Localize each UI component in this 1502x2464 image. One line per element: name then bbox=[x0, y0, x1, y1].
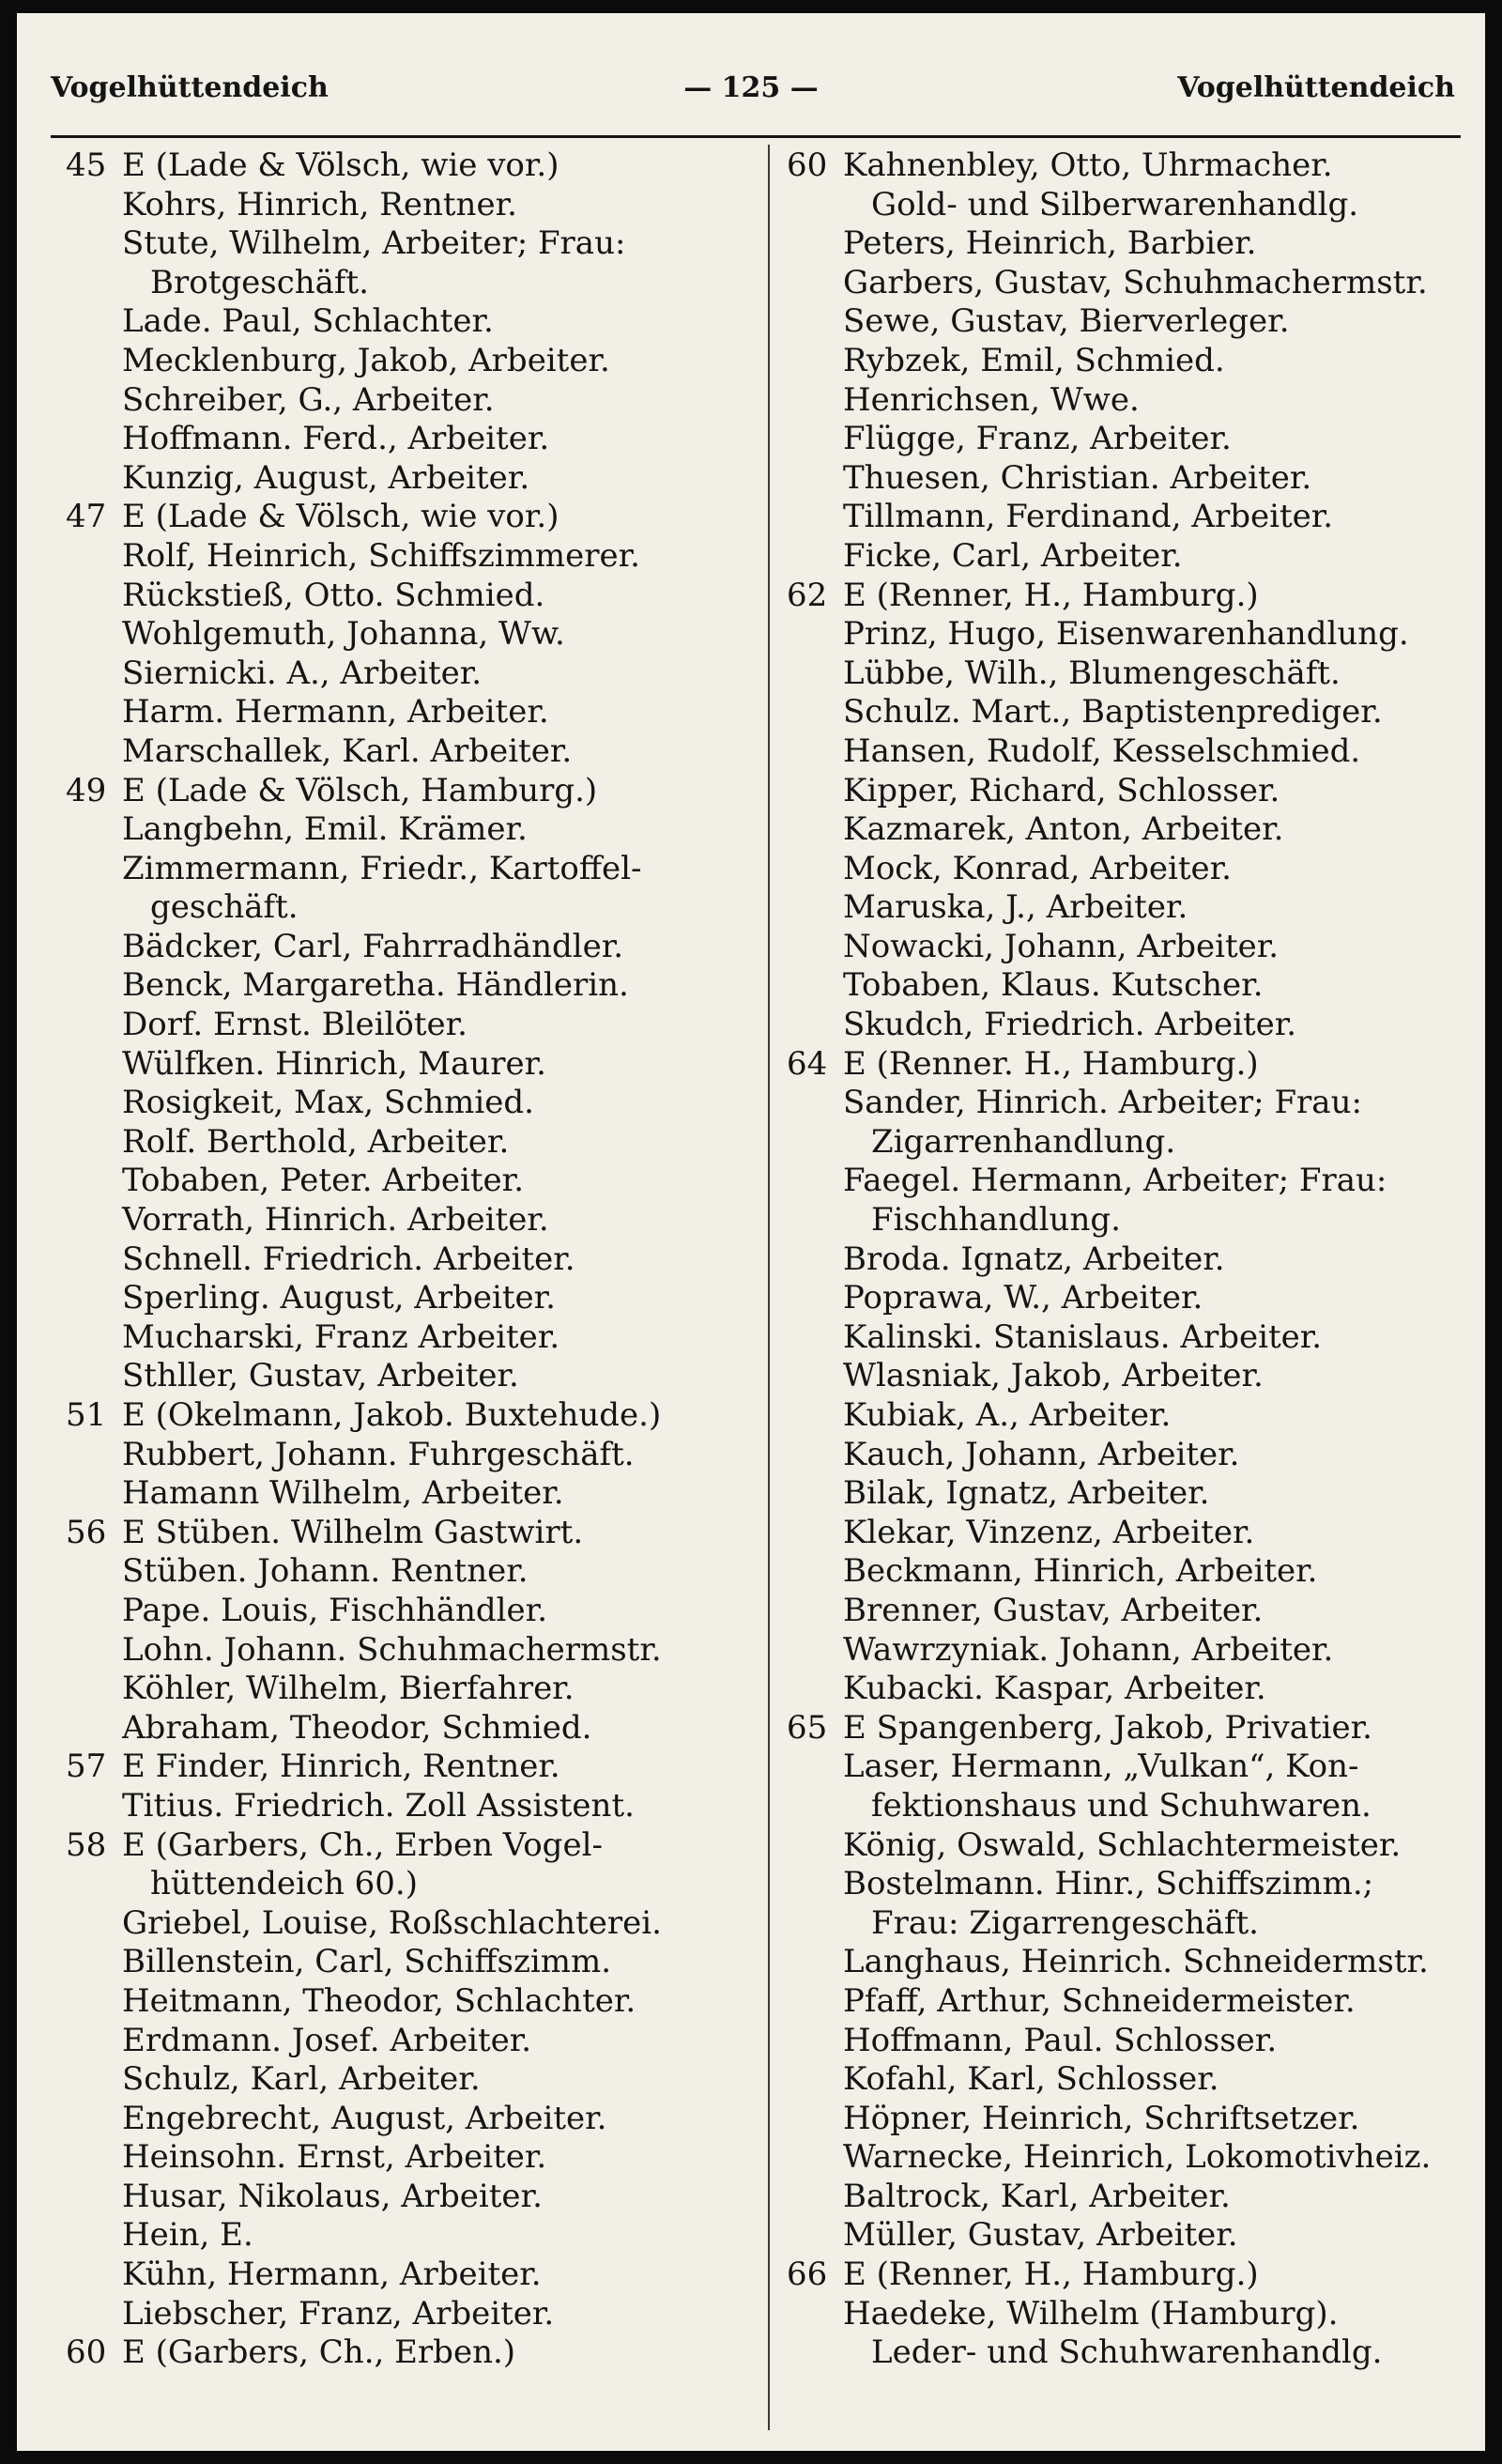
entry-text: Kauch, Johann, Arbeiter. bbox=[843, 1435, 1240, 1473]
entry-text: Poprawa, W., Arbeiter. bbox=[843, 1279, 1203, 1317]
directory-entry bbox=[66, 1865, 760, 1904]
entry-text: Hein, E. bbox=[122, 2216, 253, 2255]
entry-text: Flügge, Franz, Arbeiter. bbox=[843, 420, 1232, 458]
house-number: 60 bbox=[66, 2333, 107, 2372]
directory-entry bbox=[66, 2138, 760, 2178]
entry-text: Pape. Louis, Fischhändler. bbox=[122, 1591, 548, 1629]
entry-text: Vorrath, Hinrich. Arbeiter. bbox=[122, 1201, 549, 1240]
entry-text: Rubbert, Johann. Fuhrgeschäft. bbox=[122, 1435, 635, 1473]
entry-text: Kahnenbley, Otto, Uhrmacher. bbox=[843, 146, 1333, 184]
entry-text: Kazmarek, Anton, Arbeiter. bbox=[843, 810, 1284, 849]
directory-entry bbox=[66, 928, 760, 967]
entry-text: Stute, Wilhelm, Arbeiter; Frau: bbox=[122, 224, 626, 263]
directory-entry bbox=[66, 1318, 760, 1358]
entry-text: Frau: Zigarrengeschäft. bbox=[871, 1903, 1259, 1942]
directory-entry bbox=[66, 1045, 760, 1085]
entry-text: Ficke, Carl, Arbeiter. bbox=[843, 536, 1183, 575]
directory-entry bbox=[787, 1162, 1463, 1201]
entry-text: Mucharski, Franz Arbeiter. bbox=[122, 1317, 560, 1356]
entry-text: Brotgeschäft. bbox=[150, 263, 369, 301]
directory-entry bbox=[66, 1709, 760, 1748]
directory-entry bbox=[787, 888, 1463, 928]
entry-text: fektionshaus und Schuhwaren. bbox=[871, 1786, 1372, 1825]
house-number: 65 bbox=[787, 1708, 828, 1747]
directory-entry bbox=[787, 146, 1463, 186]
entry-text: Schulz. Mart., Baptistenprediger. bbox=[843, 693, 1383, 732]
directory-entry bbox=[787, 1748, 1463, 1787]
header-street-left: Vogelhüttendeich bbox=[51, 71, 329, 104]
entry-text: Kohrs, Hinrich, Rentner. bbox=[122, 185, 517, 223]
directory-entry bbox=[787, 420, 1463, 459]
directory-entry bbox=[787, 1201, 1463, 1240]
directory-entry bbox=[787, 928, 1463, 967]
directory-entry bbox=[787, 1670, 1463, 1709]
entry-text: Broda. Ignatz, Arbeiter. bbox=[843, 1240, 1225, 1278]
directory-entry bbox=[787, 1240, 1463, 1280]
entry-text: Tobaben, Peter. Arbeiter. bbox=[122, 1162, 525, 1200]
entry-text: hüttendeich 60.) bbox=[150, 1865, 418, 1903]
directory-entry bbox=[787, 1279, 1463, 1318]
entry-text: Faegel. Hermann, Arbeiter; Frau: bbox=[843, 1162, 1387, 1200]
house-number: 49 bbox=[66, 771, 107, 809]
directory-entry bbox=[787, 577, 1463, 616]
entry-text: Mecklenburg, Jakob, Arbeiter. bbox=[122, 341, 610, 379]
directory-entry bbox=[66, 302, 760, 342]
entry-text: Thuesen, Christian. Arbeiter. bbox=[843, 458, 1312, 497]
entry-text: Lade. Paul, Schlachter. bbox=[122, 302, 494, 341]
directory-entry bbox=[787, 1592, 1463, 1631]
entry-text: Dorf. Ernst. Bleilöter. bbox=[122, 1006, 467, 1044]
directory-entry bbox=[787, 381, 1463, 421]
entry-text: Hamann Wilhelm, Arbeiter. bbox=[122, 1474, 564, 1513]
entry-text: E Spangenberg, Jakob, Privatier. bbox=[843, 1708, 1372, 1747]
directory-entry bbox=[66, 732, 760, 772]
directory-entry bbox=[66, 1357, 760, 1396]
entry-text: E (Lade & Völsch, wie vor.) bbox=[122, 498, 559, 536]
house-number: 62 bbox=[787, 576, 828, 614]
entry-text: Garbers, Gustav, Schuhmachermstr. bbox=[843, 263, 1428, 301]
directory-entry bbox=[787, 1474, 1463, 1514]
directory-entry bbox=[66, 342, 760, 381]
house-number: 66 bbox=[787, 2256, 828, 2294]
entry-text: Sperling. August, Arbeiter. bbox=[122, 1279, 556, 1317]
entry-text: Gold- und Silberwarenhandlg. bbox=[871, 185, 1359, 223]
directory-entry bbox=[787, 1631, 1463, 1671]
entry-text: Müller, Gustav, Arbeiter. bbox=[843, 2216, 1238, 2255]
directory-entry bbox=[66, 1436, 760, 1475]
entry-text: Höpner, Heinrich, Schriftsetzer. bbox=[843, 2099, 1360, 2137]
directory-entry bbox=[787, 1787, 1463, 1826]
directory-page bbox=[17, 13, 1485, 2451]
directory-entry bbox=[66, 2100, 760, 2139]
directory-entry bbox=[787, 1396, 1463, 1436]
entry-text: Henrichsen, Wwe. bbox=[843, 380, 1140, 419]
entry-text: Kipper, Richard, Schlosser. bbox=[843, 771, 1280, 809]
entry-text: Langbehn, Emil. Krämer. bbox=[122, 810, 528, 849]
entry-text: Nowacki, Johann, Arbeiter. bbox=[843, 927, 1280, 965]
entry-text: Skudch, Friedrich. Arbeiter. bbox=[843, 1006, 1297, 1044]
directory-entry bbox=[787, 186, 1463, 225]
entry-text: Harm. Hermann, Arbeiter. bbox=[122, 693, 549, 732]
entry-text: E (Okelmann, Jakob. Buxtehude.) bbox=[122, 1396, 662, 1434]
entry-text: Peters, Heinrich, Barbier. bbox=[843, 224, 1257, 263]
directory-entry bbox=[787, 2060, 1463, 2100]
directory-entry bbox=[787, 732, 1463, 772]
entry-text: Wülfken. Hinrich, Maurer. bbox=[122, 1044, 546, 1083]
entry-text: Benck, Margaretha. Händlerin. bbox=[122, 966, 629, 1005]
directory-entry bbox=[787, 810, 1463, 850]
header-rule bbox=[51, 135, 1461, 138]
entry-text: Wlasniak, Jakob, Arbeiter. bbox=[843, 1357, 1264, 1395]
entry-text: Billenstein, Carl, Schiffszimm. bbox=[122, 1943, 612, 1981]
directory-entry bbox=[66, 1982, 760, 2022]
entry-text: Leder- und Schuhwarenhandlg. bbox=[871, 2333, 1383, 2372]
entry-text: Wawrzyniak. Johann, Arbeiter. bbox=[843, 1630, 1334, 1669]
entry-text: Kalinski. Stanislaus. Arbeiter. bbox=[843, 1317, 1323, 1356]
house-number: 60 bbox=[787, 146, 828, 184]
house-number: 57 bbox=[66, 1748, 107, 1786]
directory-entry bbox=[66, 2216, 760, 2256]
directory-entry bbox=[787, 1982, 1463, 2022]
directory-entry bbox=[787, 1084, 1463, 1123]
entry-text: Schulz, Karl, Arbeiter. bbox=[122, 2060, 481, 2099]
directory-entry bbox=[66, 1006, 760, 1045]
entry-text: Kofahl, Karl, Schlosser. bbox=[843, 2060, 1219, 2099]
directory-entry bbox=[787, 2022, 1463, 2061]
directory-entry bbox=[66, 2022, 760, 2061]
entry-text: Marschallek, Karl. Arbeiter. bbox=[122, 732, 573, 770]
directory-entry bbox=[787, 1943, 1463, 1982]
entry-text: Warnecke, Heinrich, Lokomotivheiz. bbox=[843, 2138, 1432, 2177]
entry-text: Husar, Nikolaus, Arbeiter. bbox=[122, 2177, 543, 2215]
directory-entry bbox=[787, 2256, 1463, 2295]
entry-text: E (Garbers, Ch., Erben.) bbox=[122, 2333, 516, 2372]
entry-text: E (Renner, H., Hamburg.) bbox=[843, 576, 1259, 614]
entry-text: Fischhandlung. bbox=[871, 1201, 1121, 1240]
entry-text: Prinz, Hugo, Eisenwarenhandlung. bbox=[843, 615, 1409, 654]
directory-entry bbox=[66, 1474, 760, 1514]
house-number: 58 bbox=[66, 1825, 107, 1864]
header-street-right: Vogelhüttendeich bbox=[1177, 71, 1455, 104]
directory-entry bbox=[787, 2138, 1463, 2178]
entry-text: Langhaus, Heinrich. Schneidermstr. bbox=[843, 1943, 1429, 1981]
entry-text: Abraham, Theodor, Schmied. bbox=[122, 1708, 592, 1747]
directory-entry bbox=[66, 1670, 760, 1709]
directory-entry bbox=[66, 2333, 760, 2373]
directory-entry bbox=[66, 2256, 760, 2295]
entry-text: Erdmann. Josef. Arbeiter. bbox=[122, 2021, 532, 2059]
entry-text: Sander, Hinrich. Arbeiter; Frau: bbox=[843, 1084, 1362, 1122]
directory-entry bbox=[787, 302, 1463, 342]
entry-text: Tobaben, Klaus. Kutscher. bbox=[843, 966, 1264, 1005]
directory-entry bbox=[66, 1240, 760, 1280]
directory-entry bbox=[66, 2295, 760, 2334]
directory-entry bbox=[787, 459, 1463, 499]
directory-entry bbox=[787, 1826, 1463, 1866]
entry-text: Laser, Hermann, „Vulkan“, Kon- bbox=[843, 1748, 1359, 1786]
directory-entry bbox=[66, 1123, 760, 1163]
directory-entry bbox=[66, 264, 760, 303]
directory-entry bbox=[66, 1787, 760, 1826]
directory-entry bbox=[787, 1006, 1463, 1045]
directory-entry bbox=[66, 1748, 760, 1787]
directory-entry bbox=[66, 654, 760, 694]
entry-text: Mock, Konrad, Arbeiter. bbox=[843, 849, 1232, 887]
house-number: 47 bbox=[66, 498, 107, 536]
directory-entry bbox=[787, 498, 1463, 537]
house-number: 45 bbox=[66, 146, 107, 184]
directory-entry bbox=[66, 1279, 760, 1318]
entry-text: Pfaff, Arthur, Schneidermeister. bbox=[843, 1981, 1356, 2020]
directory-entry bbox=[787, 342, 1463, 381]
entry-text: Rückstieß, Otto. Schmied. bbox=[122, 576, 545, 614]
directory-entry bbox=[787, 2100, 1463, 2139]
directory-entry bbox=[787, 850, 1463, 889]
directory-entry bbox=[66, 1201, 760, 1240]
entry-text: E Stüben. Wilhelm Gastwirt. bbox=[122, 1513, 584, 1551]
entry-text: Engebrecht, August, Arbeiter. bbox=[122, 2099, 607, 2137]
directory-entry bbox=[66, 2178, 760, 2217]
directory-entry bbox=[787, 1436, 1463, 1475]
right-column bbox=[787, 146, 1463, 2373]
entry-text: E (Renner. H., Hamburg.) bbox=[843, 1044, 1259, 1083]
entry-text: Maruska, J., Arbeiter. bbox=[843, 888, 1188, 927]
entry-text: Hansen, Rudolf, Kesselschmied. bbox=[843, 732, 1361, 770]
entry-text: Griebel, Louise, Roßschlachterei. bbox=[122, 1903, 662, 1942]
house-number: 51 bbox=[66, 1396, 107, 1434]
directory-entry bbox=[66, 1631, 760, 1671]
entry-text: Heitmann, Theodor, Schlachter. bbox=[122, 1981, 636, 2020]
directory-entry bbox=[66, 966, 760, 1006]
entry-text: Hoffmann. Ferd., Arbeiter. bbox=[122, 420, 550, 458]
entry-text: Rybzek, Emil, Schmied. bbox=[843, 341, 1225, 379]
directory-entry bbox=[66, 693, 760, 732]
house-number: 64 bbox=[787, 1044, 828, 1083]
entry-text: Kubiak, A., Arbeiter. bbox=[843, 1396, 1172, 1434]
directory-entry bbox=[787, 654, 1463, 694]
entry-text: E (Garbers, Ch., Erben Vogel- bbox=[122, 1825, 603, 1864]
entry-text: Rolf. Berthold, Arbeiter. bbox=[122, 1122, 510, 1161]
directory-entry bbox=[66, 498, 760, 537]
directory-entry bbox=[787, 1045, 1463, 1085]
directory-entry bbox=[787, 1357, 1463, 1396]
entry-text: Titius. Friedrich. Zoll Assistent. bbox=[122, 1786, 635, 1825]
directory-entry bbox=[66, 224, 760, 264]
entry-text: Bilak, Ignatz, Arbeiter. bbox=[843, 1474, 1210, 1513]
entry-text: E (Lade & Völsch, Hamburg.) bbox=[122, 771, 598, 809]
entry-text: Heinsohn. Ernst, Arbeiter. bbox=[122, 2138, 547, 2177]
entry-text: Rosigkeit, Max, Schmied. bbox=[122, 1084, 534, 1122]
entry-text: Bostelmann. Hinr., Schiffszimm.; bbox=[843, 1865, 1374, 1903]
entry-text: Klekar, Vinzenz, Arbeiter. bbox=[843, 1513, 1255, 1551]
directory-entry bbox=[66, 810, 760, 850]
entry-text: Bädcker, Carl, Fahrradhändler. bbox=[122, 927, 624, 965]
directory-entry bbox=[787, 1865, 1463, 1904]
directory-entry bbox=[66, 850, 760, 889]
column-divider bbox=[768, 145, 770, 2430]
directory-entry bbox=[787, 2216, 1463, 2256]
entry-text: Zigarrenhandlung. bbox=[871, 1122, 1176, 1161]
entry-text: Siernicki. A., Arbeiter. bbox=[122, 654, 483, 692]
entry-text: Kunzig, August, Arbeiter. bbox=[122, 458, 530, 497]
directory-entry bbox=[787, 1709, 1463, 1748]
directory-entry bbox=[787, 2178, 1463, 2217]
directory-entry bbox=[787, 772, 1463, 811]
directory-entry bbox=[787, 264, 1463, 303]
entry-text: Sewe, Gustav, Bierverleger. bbox=[843, 302, 1290, 341]
directory-entry bbox=[66, 1084, 760, 1123]
directory-entry bbox=[66, 381, 760, 421]
directory-entry bbox=[787, 1552, 1463, 1592]
entry-text: Köhler, Wilhelm, Bierfahrer. bbox=[122, 1670, 575, 1708]
directory-entry bbox=[66, 577, 760, 616]
directory-entry bbox=[66, 459, 760, 499]
directory-entry bbox=[66, 186, 760, 225]
entry-text: E (Renner, H., Hamburg.) bbox=[843, 2256, 1259, 2294]
directory-entry bbox=[787, 1514, 1463, 1553]
entry-text: Stüben. Johann. Rentner. bbox=[122, 1552, 529, 1591]
directory-entry bbox=[787, 693, 1463, 732]
page-number: — 125 — bbox=[683, 71, 819, 104]
directory-entry bbox=[787, 2295, 1463, 2334]
entry-text: Brenner, Gustav, Arbeiter. bbox=[843, 1591, 1264, 1629]
directory-entry bbox=[787, 2333, 1463, 2373]
directory-entry bbox=[787, 537, 1463, 577]
entry-text: Rolf, Heinrich, Schiffszimmerer. bbox=[122, 536, 640, 575]
directory-entry bbox=[66, 1396, 760, 1436]
page-header bbox=[17, 71, 1485, 128]
directory-entry bbox=[787, 1123, 1463, 1163]
entry-text: Kühn, Hermann, Arbeiter. bbox=[122, 2256, 542, 2294]
directory-entry bbox=[66, 1943, 760, 1982]
entry-text: geschäft. bbox=[150, 888, 299, 927]
directory-entry bbox=[66, 1162, 760, 1201]
entry-text: E (Lade & Völsch, wie vor.) bbox=[122, 146, 559, 184]
directory-entry bbox=[66, 537, 760, 577]
entry-text: Tillmann, Ferdinand, Arbeiter. bbox=[843, 498, 1334, 536]
directory-entry bbox=[66, 2060, 760, 2100]
directory-entry bbox=[66, 1592, 760, 1631]
entry-text: Sthller, Gustav, Arbeiter. bbox=[122, 1357, 519, 1395]
directory-entry bbox=[66, 1904, 760, 1944]
directory-entry bbox=[787, 1904, 1463, 1944]
directory-entry bbox=[66, 1826, 760, 1866]
entry-text: König, Oswald, Schlachtermeister. bbox=[843, 1825, 1402, 1864]
entry-text: Lübbe, Wilh., Blumengeschäft. bbox=[843, 654, 1341, 692]
directory-entry bbox=[66, 146, 760, 186]
directory-entry bbox=[66, 1552, 760, 1592]
entry-text: Haedeke, Wilhelm (Hamburg). bbox=[843, 2294, 1339, 2333]
entry-text: Baltrock, Karl, Arbeiter. bbox=[843, 2177, 1231, 2215]
left-column bbox=[66, 146, 760, 2373]
entry-text: Hoffmann, Paul. Schlosser. bbox=[843, 2021, 1278, 2059]
entry-text: Schreiber, G., Arbeiter. bbox=[122, 380, 495, 419]
entry-text: E Finder, Hinrich, Rentner. bbox=[122, 1748, 560, 1786]
entry-text: Schnell. Friedrich. Arbeiter. bbox=[122, 1240, 575, 1278]
directory-entry bbox=[66, 420, 760, 459]
entry-text: Liebscher, Franz, Arbeiter. bbox=[122, 2294, 555, 2333]
house-number: 56 bbox=[66, 1513, 107, 1551]
entry-text: Zimmermann, Friedr., Kartoffel- bbox=[122, 849, 642, 887]
entry-text: Kubacki. Kaspar, Arbeiter. bbox=[843, 1670, 1266, 1708]
directory-entry bbox=[66, 772, 760, 811]
entry-text: Wohlgemuth, Johanna, Ww. bbox=[122, 615, 565, 654]
directory-entry bbox=[787, 966, 1463, 1006]
directory-entry bbox=[787, 224, 1463, 264]
entry-text: Beckmann, Hinrich, Arbeiter. bbox=[843, 1552, 1318, 1591]
entry-text: Lohn. Johann. Schuhmachermstr. bbox=[122, 1630, 662, 1669]
directory-entry bbox=[66, 615, 760, 654]
directory-entry bbox=[787, 1318, 1463, 1358]
directory-entry bbox=[66, 888, 760, 928]
directory-entry bbox=[787, 615, 1463, 654]
directory-entry bbox=[66, 1514, 760, 1553]
